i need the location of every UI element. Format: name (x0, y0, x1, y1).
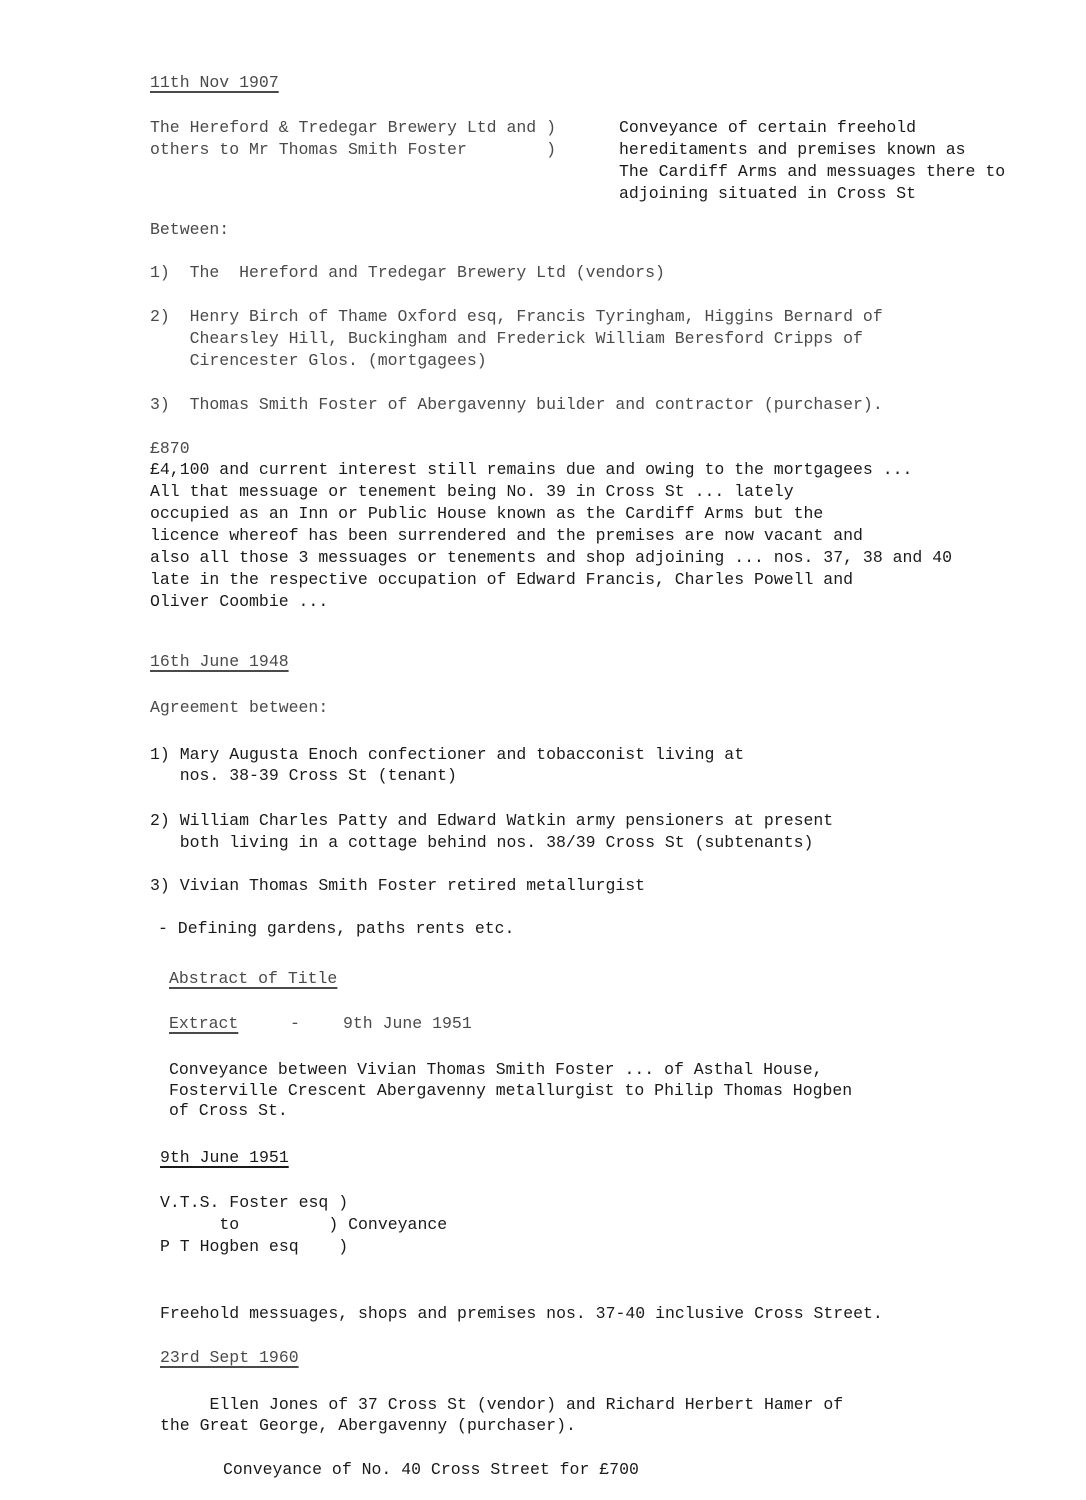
party-3-purchaser: 3) Thomas Smith Foster of Abergavenny builder and contractor (purchaser). (150, 395, 883, 414)
conveyance-1951-line-2: to ) Conveyance (160, 1215, 448, 1234)
extract-date: 9th June 1951 (343, 1014, 472, 1033)
date-heading-1951: 9th June 1951 (160, 1148, 289, 1167)
price-1907: £870 (150, 439, 190, 458)
party-2-line-2: Chearsley Hill, Buckingham and Frederick William Beresford Cripps of (150, 329, 863, 348)
agreement-party-2-line-2: both living in a cottage behind nos. 38/39 Cross St (subtenants) (150, 833, 814, 852)
agreement-party-1-line-2: nos. 38-39 Cross St (tenant) (150, 766, 457, 785)
party-1-vendors: 1) The Hereford and Tredegar Brewery Ltd (vendors) (150, 263, 665, 282)
parties-right-line-1: Conveyance of certain freehold (619, 118, 917, 137)
date-heading-1907: 11th Nov 1907 (150, 73, 279, 92)
body-1960-line-1: Ellen Jones of 37 Cross St (vendor) and Richard Herbert Hamer of (160, 1395, 844, 1414)
body-1907-line-5: also all those 3 messuages or tenements and shop adjoining ... nos. 37, 38 and 40 (150, 548, 953, 567)
extract-body-line-3: of Cross St. (169, 1101, 288, 1120)
abstract-of-title-heading: Abstract of Title (169, 969, 338, 988)
extract-body-line-2: Fosterville Crescent Abergavenny metallurgist to Philip Thomas Hogben (169, 1081, 853, 1100)
freehold-description: Freehold messuages, shops and premises nos. 37-40 inclusive Cross Street. (160, 1304, 883, 1323)
between-label: Between: (150, 220, 230, 239)
date-heading-1948: 16th June 1948 (150, 652, 289, 671)
agreement-party-3: 3) Vivian Thomas Smith Foster retired metallurgist (150, 876, 646, 895)
agreement-party-1-line-1: 1) Mary Augusta Enoch confectioner and tobacconist living at (150, 745, 745, 764)
conveyance-1960: Conveyance of No. 40 Cross Street for £700 (223, 1460, 639, 1479)
agreement-note: - Defining gardens, paths rents etc. (158, 919, 515, 938)
body-1907-line-7: Oliver Coombie ... (150, 592, 329, 611)
parties-right-line-3: The Cardiff Arms and messuages there to (619, 162, 1006, 181)
body-1907-line-3: occupied as an Inn or Public House known as the Cardiff Arms but the (150, 504, 824, 523)
party-2-line-1: 2) Henry Birch of Thame Oxford esq, Francis Tyringham, Higgins Bernard of (150, 307, 883, 326)
parties-right-line-4: adjoining situated in Cross St (619, 184, 917, 203)
parties-left-line-2: others to Mr Thomas Smith Foster ) (150, 140, 556, 159)
parties-left-line-1: The Hereford & Tredegar Brewery Ltd and ) (150, 118, 556, 137)
body-1907-line-6: late in the respective occupation of Edward Francis, Charles Powell and (150, 570, 854, 589)
agreement-party-2-line-1: 2) William Charles Patty and Edward Watkin army pensioners at present (150, 811, 834, 830)
conveyance-1951-line-3: P T Hogben esq ) (160, 1237, 349, 1256)
body-1907-line-2: All that messuage or tenement being No. 39 in Cross St ... lately (150, 482, 794, 501)
parties-right-line-2: hereditaments and premises known as (619, 140, 966, 159)
body-1907-line-1: £4,100 and current interest still remains due and owing to the mortgagees ... (150, 460, 913, 479)
party-2-line-3: Cirencester Glos. (mortgagees) (150, 351, 487, 370)
date-heading-1960: 23rd Sept 1960 (160, 1348, 299, 1367)
conveyance-1951-line-1: V.T.S. Foster esq ) (160, 1193, 349, 1212)
body-1960-line-2: the Great George, Abergavenny (purchaser). (160, 1416, 576, 1435)
extract-body-line-1: Conveyance between Vivian Thomas Smith Foster ... of Asthal House, (169, 1060, 823, 1079)
agreement-label: Agreement between: (150, 698, 329, 717)
body-1907-line-4: licence whereof has been surrendered and the premises are now vacant and (150, 526, 863, 545)
extract-label: Extract (169, 1014, 239, 1033)
extract-dash: - (290, 1014, 300, 1033)
